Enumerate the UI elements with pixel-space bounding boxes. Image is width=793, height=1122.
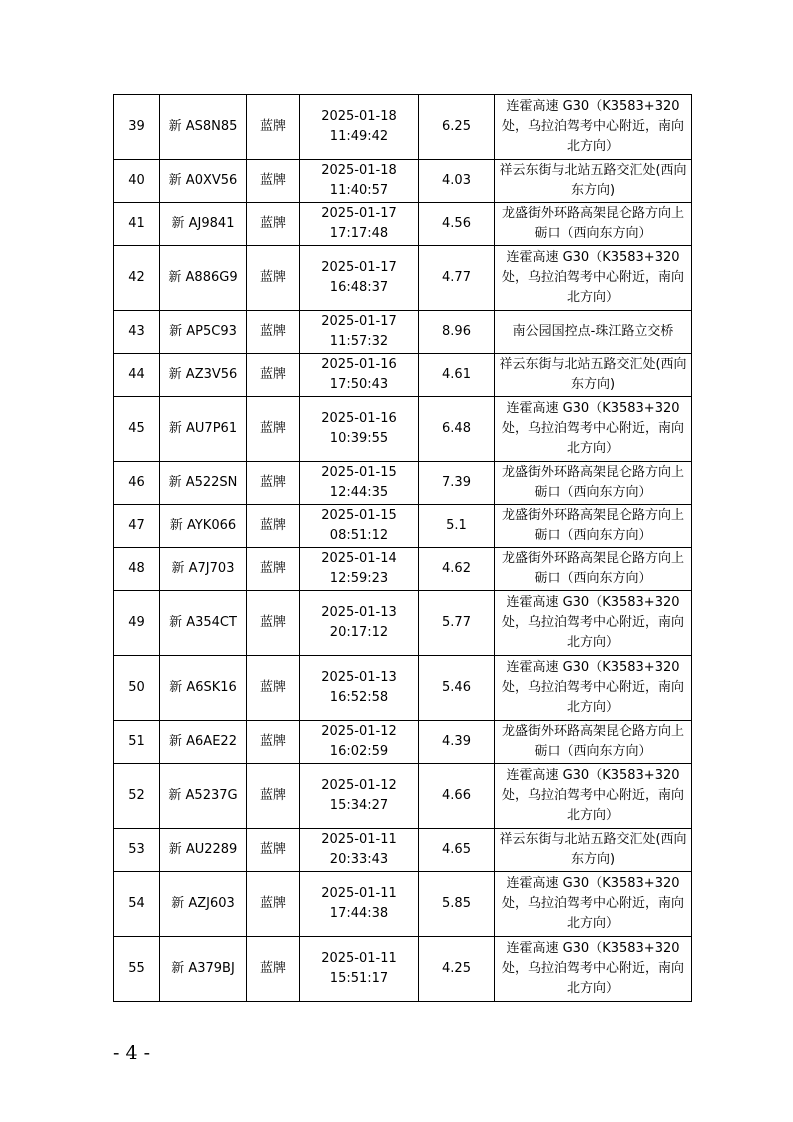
value-cell: 7.39 [419,462,495,505]
plate-color-cell: 蓝牌 [247,937,300,1002]
plate-number-cell: 新 A886G9 [160,246,247,311]
location-cell: 南公园国控点-珠江路立交桥 [495,311,692,354]
plate-color-cell: 蓝牌 [247,721,300,764]
table-row [114,656,692,721]
row-number-cell: 47 [114,505,160,548]
timestamp-cell [300,354,419,397]
row-number-cell: 55 [114,937,160,1002]
records-table-body [114,95,692,1002]
date-text: 2025-01-11 [321,832,397,847]
plate-color-cell: 蓝牌 [247,160,300,203]
plate-color-cell: 蓝牌 [247,311,300,354]
table-row [114,764,692,829]
location-cell: 连霍高速 G30（K3583+320 处，乌拉泊驾考中心附近，南向北方向） [495,764,692,829]
location-cell: 龙盛街外环路高架昆仑路方向上砺口（西向东方向） [495,462,692,505]
timestamp-cell [300,872,419,937]
plate-number-cell: 新 AYK066 [160,505,247,548]
plate-color-cell: 蓝牌 [247,548,300,591]
table-row [114,246,692,311]
time-text: 16:52:58 [329,690,389,705]
time-text: 16:48:37 [329,280,389,295]
plate-number-cell: 新 A5237G [160,764,247,829]
records-table [113,94,692,1002]
date-text: 2025-01-13 [321,605,397,620]
date-text: 2025-01-17 [321,206,397,221]
location-cell: 龙盛街外环路高架昆仑路方向上砺口（西向东方向） [495,548,692,591]
plate-color-cell: 蓝牌 [247,505,300,548]
value-cell: 4.77 [419,246,495,311]
location-cell: 祥云东街与北站五路交汇处(西向东方向) [495,354,692,397]
plate-number-cell: 新 AP5C93 [160,311,247,354]
value-cell: 5.1 [419,505,495,548]
row-number-cell: 41 [114,203,160,246]
time-text: 11:49:42 [329,129,389,144]
date-text: 2025-01-18 [321,163,397,178]
row-number-cell: 45 [114,397,160,462]
date-text: 2025-01-17 [321,260,397,275]
row-number-cell: 49 [114,591,160,656]
time-text: 17:50:43 [329,377,389,392]
time-text: 16:02:59 [329,744,389,759]
time-text: 11:40:57 [329,183,389,198]
table-row [114,462,692,505]
value-cell: 5.46 [419,656,495,721]
timestamp-cell [300,937,419,1002]
timestamp-cell [300,548,419,591]
time-text: 12:59:23 [329,571,389,586]
row-number-cell: 48 [114,548,160,591]
row-number-cell: 51 [114,721,160,764]
row-number-cell: 40 [114,160,160,203]
date-text: 2025-01-11 [321,951,397,966]
row-number-cell: 43 [114,311,160,354]
timestamp-cell [300,721,419,764]
value-cell: 4.62 [419,548,495,591]
timestamp-cell [300,505,419,548]
table-row [114,829,692,872]
table-row [114,397,692,462]
value-cell: 4.65 [419,829,495,872]
plate-number-cell: 新 A0XV56 [160,160,247,203]
plate-color-cell: 蓝牌 [247,246,300,311]
plate-color-cell: 蓝牌 [247,829,300,872]
date-text: 2025-01-14 [321,551,397,566]
timestamp-cell [300,656,419,721]
table-row [114,505,692,548]
location-cell: 连霍高速 G30（K3583+320 处，乌拉泊驾考中心附近，南向北方向） [495,246,692,311]
plate-number-cell: 新 AJ9841 [160,203,247,246]
value-cell: 5.77 [419,591,495,656]
plate-number-cell: 新 AU7P61 [160,397,247,462]
location-cell: 祥云东街与北站五路交汇处(西向东方向) [495,829,692,872]
plate-color-cell: 蓝牌 [247,591,300,656]
location-cell: 连霍高速 G30（K3583+320 处，乌拉泊驾考中心附近，南向北方向） [495,397,692,462]
location-cell: 连霍高速 G30（K3583+320 处，乌拉泊驾考中心附近，南向北方向） [495,656,692,721]
table-row [114,160,692,203]
table-row [114,203,692,246]
location-cell: 龙盛街外环路高架昆仑路方向上砺口（西向东方向） [495,203,692,246]
time-text: 15:51:17 [329,971,389,986]
time-text: 17:17:48 [329,226,389,241]
value-cell: 5.85 [419,872,495,937]
table-row [114,311,692,354]
date-text: 2025-01-15 [321,465,397,480]
plate-color-cell: 蓝牌 [247,203,300,246]
location-cell: 连霍高速 G30（K3583+320 处，乌拉泊驾考中心附近，南向北方向） [495,591,692,656]
timestamp-cell [300,203,419,246]
table-row [114,548,692,591]
time-text: 10:39:55 [329,431,389,446]
plate-number-cell: 新 A6AE22 [160,721,247,764]
row-number-cell: 54 [114,872,160,937]
time-text: 20:33:43 [329,852,389,867]
plate-number-cell: 新 AZJ603 [160,872,247,937]
time-text: 08:51:12 [329,528,389,543]
value-cell: 6.25 [419,95,495,160]
date-text: 2025-01-16 [321,411,397,426]
value-cell: 4.25 [419,937,495,1002]
date-text: 2025-01-16 [321,357,397,372]
row-number-cell: 52 [114,764,160,829]
time-text: 15:34:27 [329,798,389,813]
plate-number-cell: 新 AS8N85 [160,95,247,160]
date-text: 2025-01-12 [321,724,397,739]
value-cell: 8.96 [419,311,495,354]
location-cell: 连霍高速 G30（K3583+320 处，乌拉泊驾考中心附近，南向北方向） [495,872,692,937]
table-row [114,591,692,656]
plate-color-cell: 蓝牌 [247,354,300,397]
timestamp-cell [300,462,419,505]
date-text: 2025-01-11 [321,886,397,901]
row-number-cell: 42 [114,246,160,311]
timestamp-cell [300,246,419,311]
value-cell: 4.39 [419,721,495,764]
row-number-cell: 53 [114,829,160,872]
plate-number-cell: 新 AU2289 [160,829,247,872]
table-row [114,721,692,764]
table-row [114,937,692,1002]
row-number-cell: 46 [114,462,160,505]
value-cell: 4.66 [419,764,495,829]
date-text: 2025-01-17 [321,314,397,329]
value-cell: 4.56 [419,203,495,246]
location-cell: 连霍高速 G30（K3583+320 处，乌拉泊驾考中心附近，南向北方向） [495,937,692,1002]
value-cell: 6.48 [419,397,495,462]
time-text: 20:17:12 [329,625,389,640]
date-text: 2025-01-13 [321,670,397,685]
plate-color-cell: 蓝牌 [247,95,300,160]
date-text: 2025-01-18 [321,109,397,124]
timestamp-cell [300,311,419,354]
date-text: 2025-01-12 [321,778,397,793]
row-number-cell: 50 [114,656,160,721]
page-number: - 4 - [113,1042,151,1064]
timestamp-cell [300,95,419,160]
plate-color-cell: 蓝牌 [247,764,300,829]
plate-color-cell: 蓝牌 [247,397,300,462]
table-row [114,95,692,160]
plate-number-cell: 新 A379BJ [160,937,247,1002]
location-cell: 祥云东街与北站五路交汇处(西向东方向) [495,160,692,203]
plate-color-cell: 蓝牌 [247,872,300,937]
timestamp-cell [300,764,419,829]
location-cell: 龙盛街外环路高架昆仑路方向上砺口（西向东方向） [495,721,692,764]
plate-color-cell: 蓝牌 [247,462,300,505]
timestamp-cell [300,591,419,656]
location-cell: 连霍高速 G30（K3583+320 处，乌拉泊驾考中心附近，南向北方向） [495,95,692,160]
time-text: 17:44:38 [329,906,389,921]
table-row [114,354,692,397]
plate-color-cell: 蓝牌 [247,656,300,721]
timestamp-cell [300,160,419,203]
location-cell: 龙盛街外环路高架昆仑路方向上砺口（西向东方向） [495,505,692,548]
plate-number-cell: 新 A6SK16 [160,656,247,721]
timestamp-cell [300,829,419,872]
value-cell: 4.61 [419,354,495,397]
plate-number-cell: 新 A7J703 [160,548,247,591]
plate-number-cell: 新 A354CT [160,591,247,656]
plate-number-cell: 新 AZ3V56 [160,354,247,397]
timestamp-cell [300,397,419,462]
plate-number-cell: 新 A522SN [160,462,247,505]
table-row [114,872,692,937]
row-number-cell: 44 [114,354,160,397]
value-cell: 4.03 [419,160,495,203]
row-number-cell: 39 [114,95,160,160]
time-text: 11:57:32 [329,334,389,349]
time-text: 12:44:35 [329,485,389,500]
date-text: 2025-01-15 [321,508,397,523]
